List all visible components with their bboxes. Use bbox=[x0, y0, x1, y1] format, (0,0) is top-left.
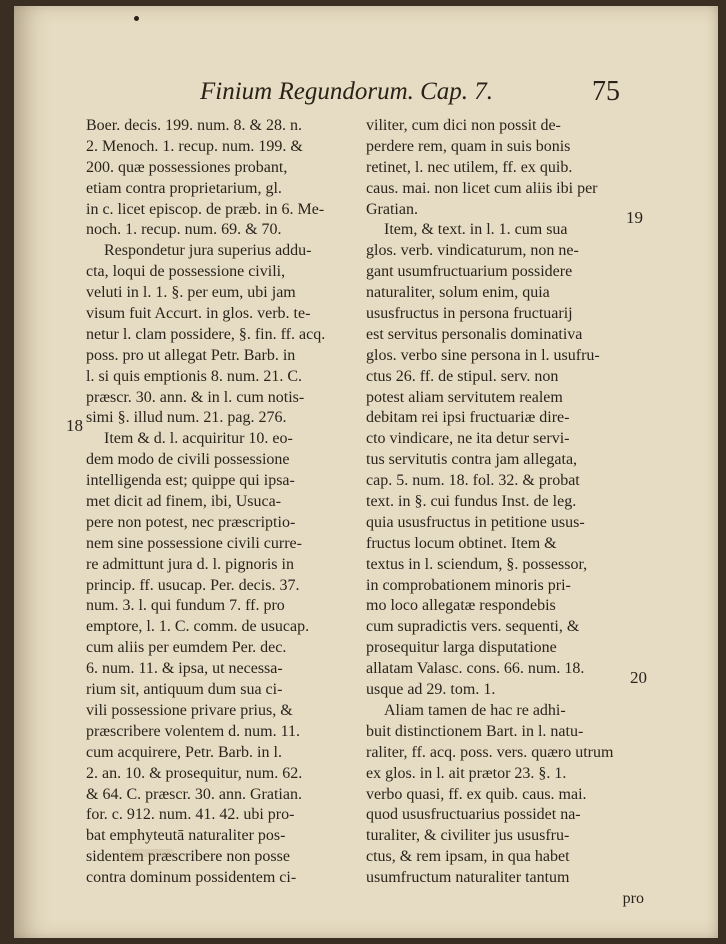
margin-number-19: 19 bbox=[626, 208, 643, 227]
text-line: 2. an. 10. & prosequitur, num. 62. bbox=[86, 764, 303, 782]
book-page bbox=[14, 6, 718, 938]
text-line: textus in l. sciendum, §. possessor, bbox=[366, 555, 588, 573]
text-line: Aliam tamen de hac re adhi- bbox=[384, 701, 566, 719]
text-line: quia ususfructus in petitione usus- bbox=[366, 513, 585, 531]
text-line: nem sine possessione civili curre- bbox=[86, 534, 302, 552]
text-line: buit distinctionem Bart. in l. natu- bbox=[366, 722, 584, 740]
text-line: præscribere volentem d. num. 11. bbox=[86, 722, 301, 740]
text-line: præscr. 30. ann. & in l. cum notis- bbox=[86, 388, 305, 406]
text-line: sidentem præscribere non posse bbox=[86, 848, 290, 866]
text-line: cum acquirere, Petr. Barb. in l. bbox=[86, 743, 282, 761]
text-line: & 64. C. præscr. 30. ann. Gratian. bbox=[86, 785, 302, 803]
text-line: text. in §. cui fundus Inst. de leg. bbox=[366, 493, 577, 511]
text-line: dem modo de civili possessione bbox=[86, 451, 290, 469]
text-line: Gratian. bbox=[366, 200, 418, 218]
text-line: pro bbox=[622, 889, 644, 907]
text-line: retinet, l. nec utilem, ff. ex quib. bbox=[366, 158, 573, 176]
text-line: tus servitutis contra jam allegata, bbox=[366, 451, 578, 469]
text-line: vili possessione privare prius, & bbox=[86, 701, 293, 719]
text-line: prosequitur larga disputatione bbox=[366, 639, 557, 657]
text-line: in comprobationem minoris pri- bbox=[366, 576, 571, 594]
text-line: for. c. 912. num. 41. 42. ubi pro- bbox=[86, 806, 295, 824]
right-text-column bbox=[366, 116, 644, 910]
text-line: pere non potest, nec præscriptio- bbox=[86, 513, 296, 531]
text-line: usumfructum naturaliter tantum bbox=[366, 869, 570, 887]
text-line: contra dominum possidentem ci- bbox=[86, 869, 297, 887]
text-line: netur l. clam possidere, §. fin. ff. acq. bbox=[86, 325, 326, 343]
text-line: num. 3. l. qui fundum 7. ff. pro bbox=[86, 597, 285, 615]
ink-dot bbox=[134, 16, 139, 21]
text-line: gant usumfructuarium possidere bbox=[366, 263, 573, 281]
text-line: simi §. illud num. 21. pag. 276. bbox=[86, 409, 287, 427]
running-title: Finium Regundorum. Cap. 7. bbox=[200, 78, 494, 105]
text-line: 200. quæ possessiones probant, bbox=[86, 158, 288, 176]
text-line: potest aliam servitutem realem bbox=[366, 388, 563, 406]
text-line: Item, & text. in l. 1. cum sua bbox=[384, 221, 568, 239]
text-line: noch. 1. recup. num. 69. & 70. bbox=[86, 221, 282, 239]
text-line: intelligenda est; quippe qui ipsa- bbox=[86, 472, 295, 490]
text-line: mo loco allegatæ respondebis bbox=[366, 597, 556, 615]
text-line: cta, loqui de possessione civili, bbox=[86, 263, 286, 281]
text-line: naturaliter, solum enim, quia bbox=[366, 284, 550, 302]
text-line: glos. verb. vindicaturum, non ne- bbox=[366, 242, 579, 260]
page-header bbox=[14, 78, 718, 112]
text-line: ctus, & rem ipsam, in qua habet bbox=[366, 848, 570, 866]
text-line: quod ususfructuarius possidet na- bbox=[366, 806, 581, 824]
text-line: cto vindicare, ne ita detur servi- bbox=[366, 430, 570, 448]
text-line: ex glos. in l. ait prætor 23. §. 1. bbox=[366, 764, 567, 782]
text-line: caus. mai. non licet cum aliis ibi per bbox=[366, 179, 598, 197]
text-line: viliter, cum dici non possit de- bbox=[366, 117, 561, 134]
text-line: cum aliis per eumdem Per. dec. bbox=[86, 639, 287, 657]
margin-number-20: 20 bbox=[630, 668, 647, 687]
text-line: emptore, l. 1. C. comm. de usucap. bbox=[86, 618, 310, 636]
text-line: Item & d. l. acquiritur 10. eo- bbox=[104, 430, 293, 448]
text-line: debitam rei ipsi fructuariæ dire- bbox=[366, 409, 570, 427]
text-line: perdere rem, quam in suis bonis bbox=[366, 137, 571, 155]
text-line: 2. Menoch. 1. recup. num. 199. & bbox=[86, 137, 303, 155]
text-line: turaliter, & civiliter jus ususfru- bbox=[366, 827, 570, 845]
text-line: re admittunt jura d. l. pignoris in bbox=[86, 555, 294, 573]
text-line: in c. licet episcop. de præb. in 6. Me- bbox=[86, 200, 325, 218]
text-line: met dicit ad finem, ibi, Usuca- bbox=[86, 493, 282, 511]
text-line: 6. num. 11. & ipsa, ut necessa- bbox=[86, 660, 283, 678]
text-line: cap. 5. num. 18. fol. 32. & probat bbox=[366, 472, 580, 490]
text-line: l. si quis emptionis 8. num. 21. C. bbox=[86, 367, 303, 385]
text-line: est servitus personalis dominativa bbox=[366, 325, 583, 343]
text-line: poss. pro ut allegat Petr. Barb. in bbox=[86, 346, 296, 364]
text-line: bat emphyteutā naturaliter pos- bbox=[86, 827, 286, 845]
text-line: raliter, ff. acq. poss. vers. quæro utrum bbox=[366, 743, 614, 761]
text-line: usque ad 29. tom. 1. bbox=[366, 681, 496, 699]
text-line: cum supradictis vers. sequenti, & bbox=[366, 618, 580, 636]
text-line: ususfructus in persona fructuarij bbox=[366, 305, 573, 323]
margin-number-18: 18 bbox=[66, 416, 83, 435]
text-line: Respondetur jura superius addu- bbox=[104, 242, 312, 260]
page-number: 75 bbox=[592, 76, 620, 107]
text-line: allatam Valasc. cons. 66. num. 18. bbox=[366, 660, 585, 678]
text-line: princip. ff. usucap. Per. decis. 37. bbox=[86, 576, 300, 594]
text-line: glos. verbo sine persona in l. usufru- bbox=[366, 346, 600, 364]
text-line: visum fuit Accurt. in glos. verb. te- bbox=[86, 305, 311, 323]
ink-smudge bbox=[124, 849, 174, 857]
left-text-column bbox=[86, 116, 368, 889]
text-line: Boer. decis. 199. num. 8. & 28. n. bbox=[86, 117, 302, 134]
text-line: fructus locum obtinet. Item & bbox=[366, 534, 557, 552]
text-line: ctus 26. ff. de stipul. serv. non bbox=[366, 367, 559, 385]
text-line: veluti in l. 1. §. per eum, ubi jam bbox=[86, 284, 296, 302]
text-line: rium sit, antiquum dum sua ci- bbox=[86, 681, 283, 699]
text-line: etiam contra proprietarium, gl. bbox=[86, 179, 282, 197]
text-line: verbo quasi, ff. ex quib. caus. mai. bbox=[366, 785, 587, 803]
